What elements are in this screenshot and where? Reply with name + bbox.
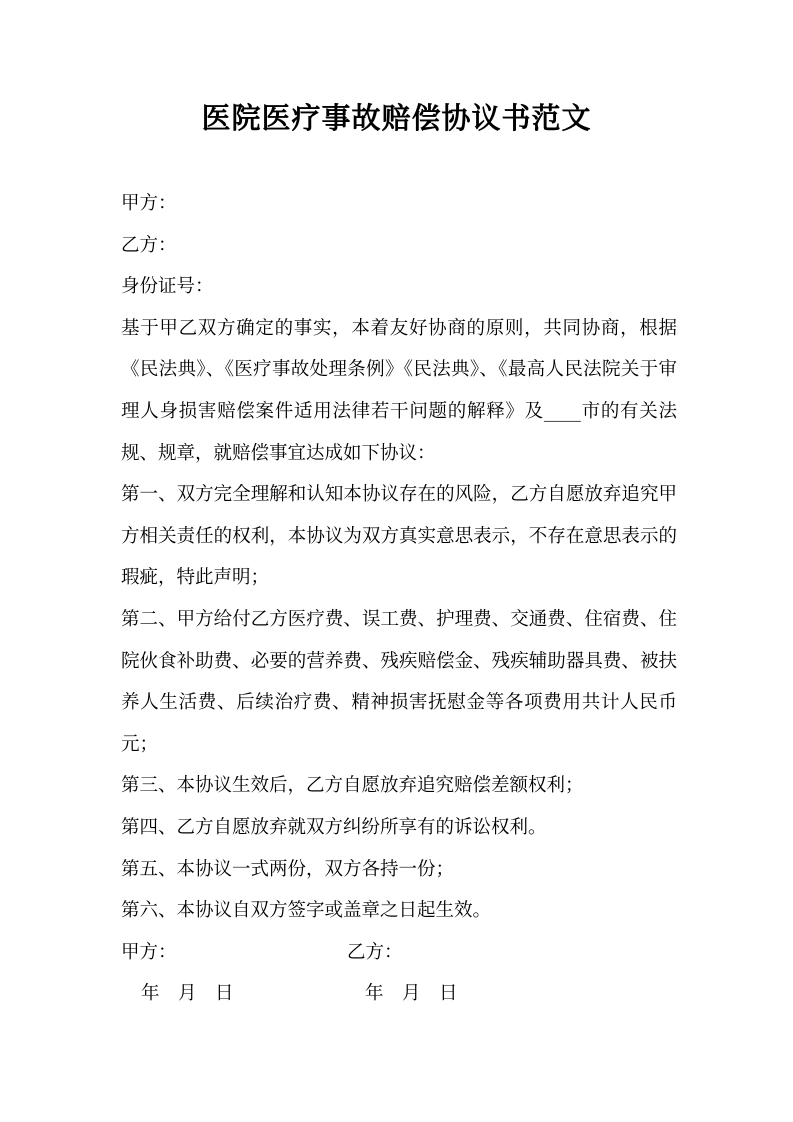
clause-4: 第四、乙方自愿放弃就双方纠纷所享有的诉讼权利。	[121, 816, 547, 838]
date-row	[121, 973, 677, 1015]
clause-2: 第二、甲方给付乙方医疗费、误工费、护理费、交通费、住宿费、住院伙食补助费、必要的营养费、残疾赔偿金、残疾辅助器具费、被扶养人生活费、后续治疗费、精神损害抚慰金等各项费用共计人民币 元；	[121, 608, 677, 755]
document-title: 医院医疗事故赔偿协议书范文	[201, 101, 592, 135]
date-party-a: 年 月 日	[141, 983, 234, 1005]
party-a-line: 甲方：	[121, 193, 177, 214]
signature-party-b: 乙方：	[347, 941, 403, 963]
party-b-line: 乙方：	[121, 234, 177, 256]
preamble-paragraph: 基于甲乙双方确定的事实，本着友好协商的原则，共同协商，根据《民法典》、《医疗事故处理条例》《民法典》、《最高人民法院关于审理人身损害赔偿案件适用法律若干问题的解释》及____市的有关法规、规章，就赔偿事宜达成如下协议：	[121, 317, 677, 464]
clause-5: 第五、本协议一式两份，双方各持一份；	[121, 858, 455, 880]
clause-3: 第三、本协议生效后，乙方自愿放弃追究赔偿差额权利；	[121, 775, 584, 797]
document-body	[121, 183, 677, 1015]
clause-1: 第一、双方完全理解和认知本协议存在的风险，乙方自愿放弃追究甲方相关责任的权利，本协议为双方真实意思表示，不存在意思表示的瑕疵，特此声明；	[121, 484, 677, 589]
signature-party-a: 甲方：	[121, 941, 177, 963]
id-number-line: 身份证号：	[121, 276, 214, 298]
date-party-b: 年 月 日	[365, 983, 458, 1005]
signature-row	[121, 932, 677, 974]
clause-6: 第六、本协议自双方签字或盖章之日起生效。	[121, 900, 492, 922]
